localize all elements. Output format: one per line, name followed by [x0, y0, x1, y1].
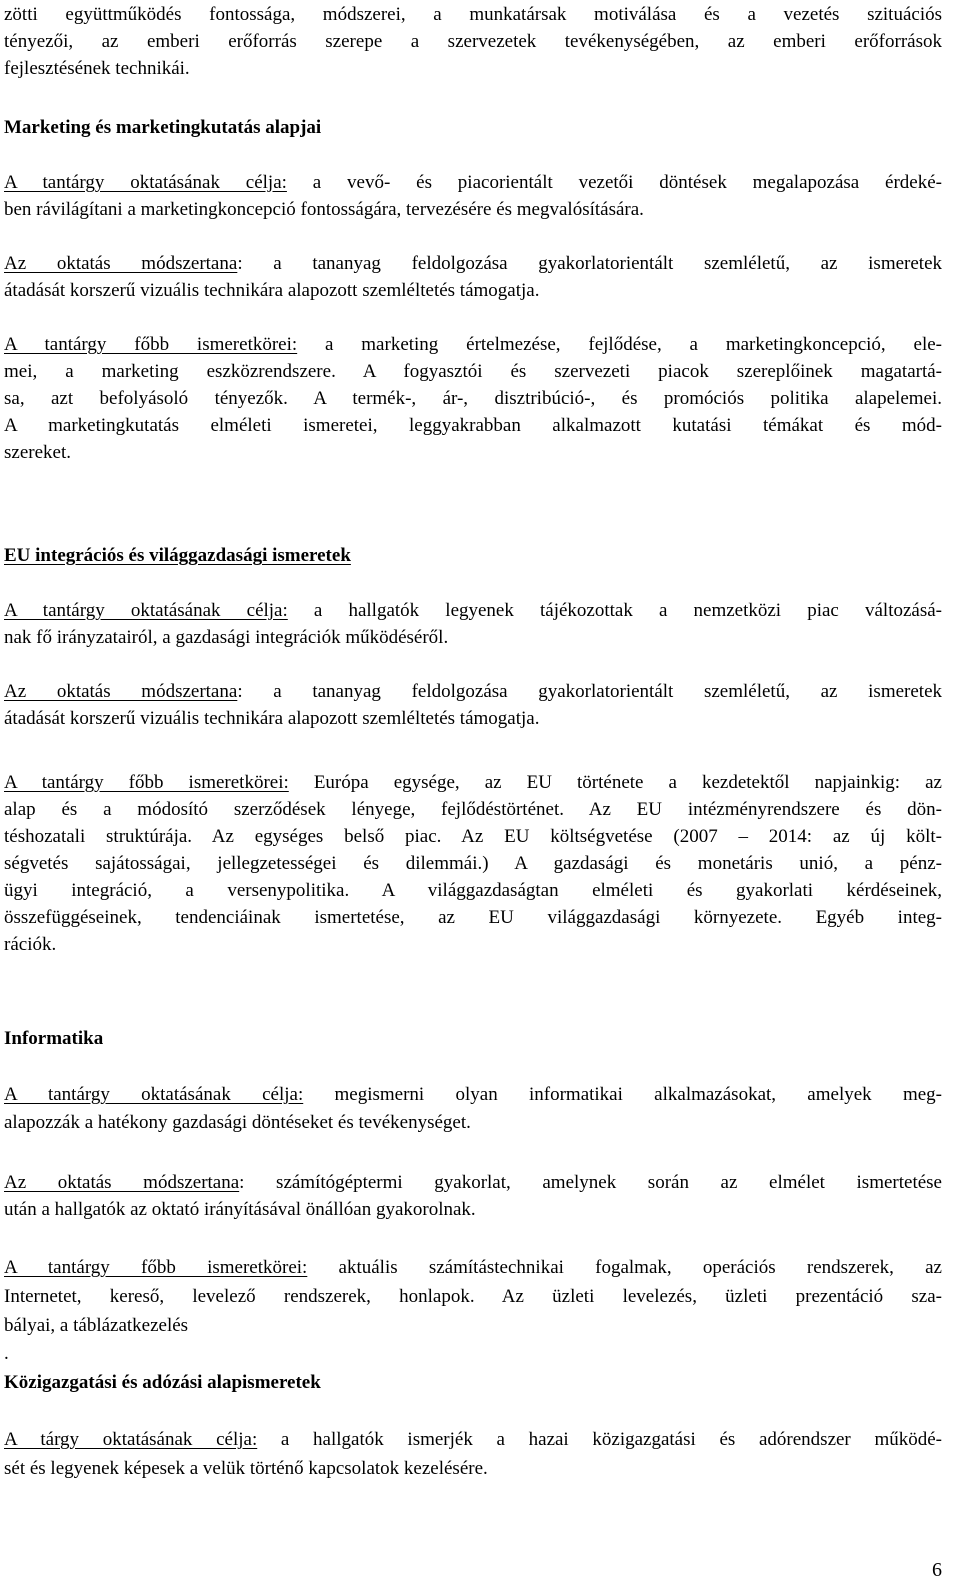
- marketing-topics-line-5: szereket.: [4, 442, 71, 463]
- eu-topics-line-7: rációk.: [4, 934, 57, 955]
- eu-topics-line-2: alap és a módosító szerződések lényege, fejlődéstörténet. Az EU intézményrendszere és dön-: [4, 799, 942, 820]
- goal-text: a hallgatók legyenek tájékozottak a nemzetközi piac változásá-: [287, 600, 942, 621]
- info-method-line-1: [4, 1171, 942, 1195]
- stray-dot: .: [4, 1343, 9, 1364]
- topics-label: A tantárgy főbb ismeretkörei:: [4, 772, 289, 793]
- info-goal-line-2: alapozzák a hatékony gazdasági döntéseket és tevékenységet.: [4, 1112, 471, 1133]
- eu-topics-line-5: ügyi integráció, a versenypolitika. A világgazdaságtan elméleti és gyakorlati kérdéseinek,: [4, 880, 942, 901]
- topics-label: A tantárgy főbb ismeretkörei:: [4, 334, 298, 355]
- goal-label: A tantárgy oktatásának célja:: [4, 1084, 304, 1105]
- section-title-marketing: Marketing és marketingkutatás alapjai: [4, 117, 322, 138]
- eu-topics-line-4: ségvetés sajátosságai, jellegzetességei és dilemmái.) A gazdasági és monetáris unió, a pénz-: [4, 853, 942, 874]
- intro-line-1: zötti együttműködés fontossága, módszerei, a munkatársak motiválása és a vezetés szituációs: [4, 4, 942, 25]
- goal-label: A tantárgy oktatásának célja:: [4, 600, 288, 621]
- eu-goal-line-2: nak fő irányzatairól, a gazdasági integrációk működéséről.: [4, 627, 449, 648]
- eu-method-line-1: [4, 680, 942, 704]
- eu-topics-line-1: [4, 771, 942, 795]
- marketing-method-line-1: [4, 252, 942, 276]
- goal-text: megismerni olyan informatikai alkalmazásokat, amelyek meg-: [303, 1084, 942, 1105]
- marketing-topics-line-4: A marketingkutatás elméleti ismeretei, leggyakrabban alkalmazott kutatási témákat és mód-: [4, 415, 942, 436]
- method-label: Az oktatás módszertana: [4, 253, 238, 274]
- topics-label: A tantárgy főbb ismeretkörei:: [4, 1257, 308, 1278]
- info-goal-line-1: [4, 1083, 942, 1107]
- eu-goal-line-1: [4, 599, 942, 623]
- eu-topics-line-6: összefüggéseinek, tendenciáinak ismertetése, az EU világgazdasági környezete. Egyéb integ-: [4, 907, 942, 928]
- topics-text: a marketing értelmezése, fejlődése, a marketingkoncepció, ele-: [297, 334, 942, 355]
- eu-topics-line-3: téshozatali struktúrája. Az egységes belső piac. Az EU költségvetése (2007 – 2014: az új költ-: [4, 826, 942, 847]
- marketing-goal-line-2: ben rávilágítani a marketingkoncepció fontosságára, tervezésére és megvalósítására.: [4, 199, 644, 220]
- section-title-informatika: Informatika: [4, 1028, 104, 1049]
- marketing-method-line-2: átadását korszerű vizuális technikára alapozott szemléltetés támogatja.: [4, 280, 540, 301]
- info-topics-line-2: Internetet, kereső, levelező rendszerek, honlapok. Az üzleti levelezés, üzleti prezentáció sza-: [4, 1286, 942, 1307]
- info-method-line-2: után a hallgatók az oktató irányításával önállóan gyakorolnak.: [4, 1199, 476, 1220]
- section-title-kozig: Közigazgatási és adózási alapismeretek: [4, 1372, 321, 1393]
- marketing-topics-line-1: [4, 333, 942, 357]
- section-title-eu: EU integrációs és világgazdasági ismeretek: [4, 545, 351, 566]
- marketing-topics-line-2: mei, a marketing eszközrendszere. A fogyasztói és szervezeti piacok szereplőinek magatartá-: [4, 361, 942, 382]
- method-label: Az oktatás módszertana: [4, 1172, 240, 1193]
- intro-line-2: tényezői, az emberi erőforrás szerepe a szervezetek tevékenységében, az emberi erőforrások: [4, 31, 942, 52]
- document-page: [4, 0, 954, 1593]
- info-topics-line-1: [4, 1256, 942, 1280]
- goal-text: a vevő- és piacorientált vezetői döntések megalapozása érdeké-: [286, 172, 943, 193]
- goal-label: A tárgy oktatásának célja:: [4, 1429, 258, 1450]
- marketing-topics-line-3: sa, azt befolyásoló tényezők. A termék-, ár-, disztribúció-, és promóciós politika alapelemei.: [4, 388, 942, 409]
- goal-text: a hallgatók ismerjék a hazai közigazgatási és adórendszer működé-: [257, 1429, 942, 1450]
- page-number: 6: [932, 1559, 942, 1581]
- marketing-goal-line-1: [4, 171, 942, 195]
- info-topics-line-3: bályai, a táblázatkezelés: [4, 1315, 189, 1336]
- intro-line-3: fejlesztésének technikái.: [4, 58, 190, 79]
- goal-label: A tantárgy oktatásának célja:: [4, 172, 287, 193]
- method-text: : a tananyag feldolgozása gyakorlatorientált szemléletű, az ismeretek: [237, 681, 943, 702]
- topics-text: aktuális számítástechnikai fogalmak, operációs rendszerek, az: [307, 1257, 942, 1278]
- method-text: : számítógéptermi gyakorlat, amelynek során az elmélet ismertetése: [239, 1172, 942, 1193]
- method-text: : a tananyag feldolgozása gyakorlatorientált szemléletű, az ismeretek: [237, 253, 943, 274]
- method-label: Az oktatás módszertana: [4, 681, 238, 702]
- topics-text: Európa egysége, az EU története a kezdetektől napjainkig: az: [288, 772, 942, 793]
- eu-method-line-2: átadását korszerű vizuális technikára alapozott szemléltetés támogatja.: [4, 708, 540, 729]
- kozig-goal-line-1: [4, 1428, 942, 1452]
- kozig-goal-line-2: sét és legyenek képesek a velük történő kapcsolatok kezelésére.: [4, 1458, 488, 1479]
